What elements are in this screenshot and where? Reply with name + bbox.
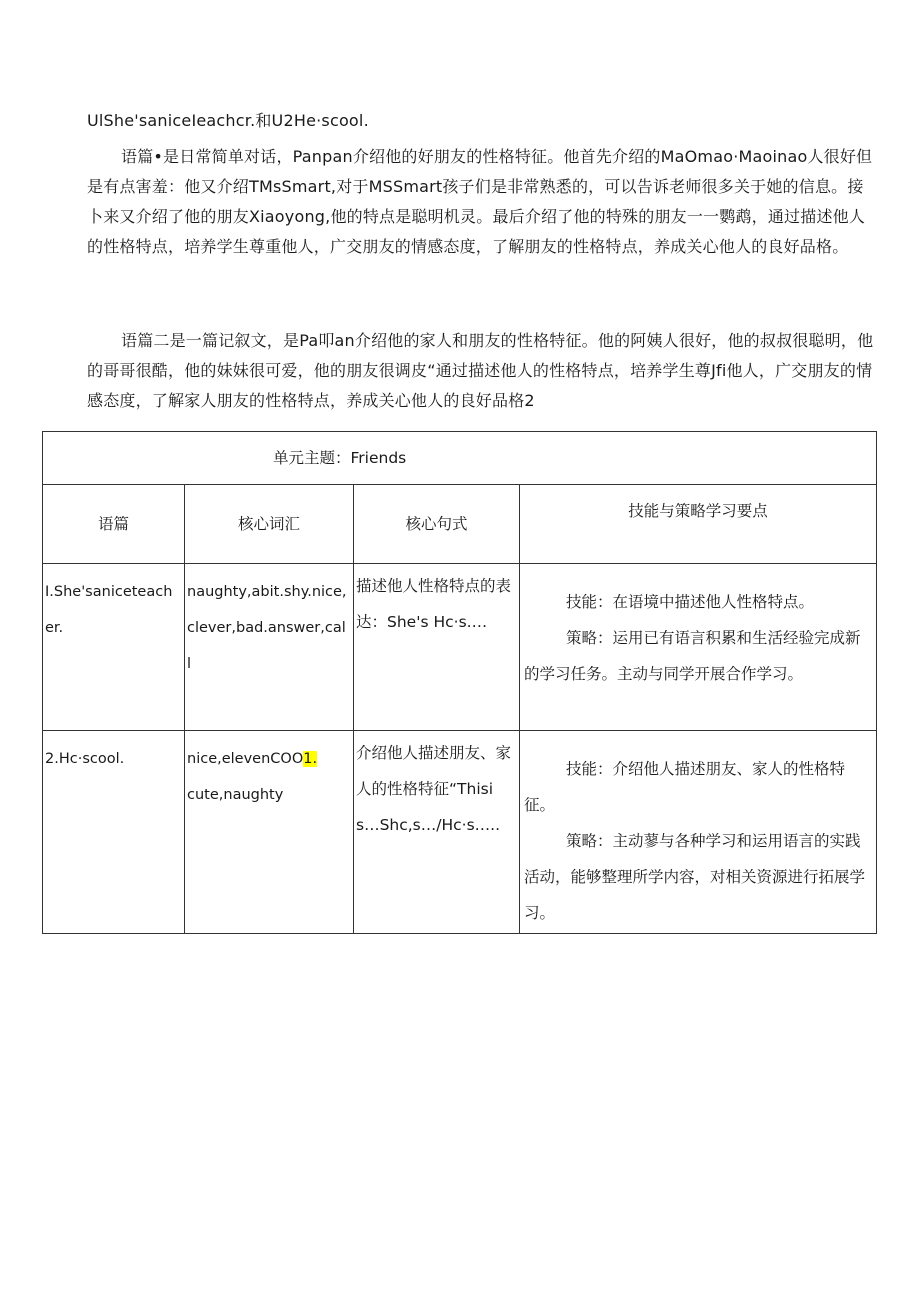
vocab-cell: naughty,abit.shy.nice,clever,bad.answer,call bbox=[185, 564, 354, 731]
theme-row bbox=[43, 432, 877, 485]
paragraph-2: 语篇二是一篇记叙文，是Pa叩an介绍他的家人和朋友的性格特征。他的阿姨人很好，他的叔叔很聪明，他的哥哥很酷，他的妹妹很可爱，他的朋友很调皮“通过描述他人的性格特点，培养学生尊Jfi他人，广交朋友的情感态度，了解家人朋友的性格特点，养成关心他人的良好品格2 bbox=[87, 331, 874, 410]
vocab-text-tail: cute,naughty bbox=[187, 787, 284, 803]
lesson-cell: 2.Hc·scool. bbox=[43, 731, 185, 934]
header-skills: 技能与策略学习要点 bbox=[520, 485, 877, 564]
lesson-cell: I.She'saniceteacher. bbox=[43, 564, 185, 731]
pattern-cell: 描述他人性格特点的表达：She's Hc·s.… bbox=[354, 564, 520, 731]
table-row bbox=[43, 731, 877, 934]
strategy-text: 策略：运用已有语言积累和生活经验完成新的学习任务。主动与同学开展合作学习。 bbox=[524, 629, 861, 683]
unit-theme-cell: 单元主题：Friends bbox=[43, 432, 877, 485]
header-row bbox=[43, 485, 877, 564]
skill-text: 技能：在语境中描述他人性格特点。 bbox=[566, 593, 815, 611]
vocab-text: nice,elevenCOO bbox=[187, 751, 304, 767]
strategy-text: 策略：主动蓼与各种学习和运用语言的实践活动，能够整理所学内容，对相关资源进行拓展学习。 bbox=[524, 832, 866, 922]
skill-text: 技能：介绍他人描述朋友、家人的性格特征。 bbox=[524, 760, 846, 814]
paragraph-1: 语篇•是日常简单对话，Panpan介绍他的好朋友的性格特征。他首先介绍的MaOmao·Maoinao人很好但是有点害羞：他又介绍TMsSmart,对于MSSmart孩子们是非常熟悉的，可以告诉老师很多关于她的信息。接卜来又介绍了他的朋友Xiaoyong,他的特点是聪明机灵。最后介绍了他的特殊的朋友一一鹦鹉，通过描述他人的性格特点，培养学生尊重他人，广交朋友的情感态度，了解朋友的性格特点，养成关心他人的良好品格。 bbox=[87, 147, 873, 256]
skills-cell bbox=[520, 731, 877, 934]
pattern-cell: 介绍他人描述朋友、家人的性格特征“Thisis…Shc,s…/Hc·s….. bbox=[354, 731, 520, 934]
vocab-highlight: 1. bbox=[303, 751, 318, 767]
header-lesson: 语篇 bbox=[43, 485, 185, 564]
intro-line: UlShe'saniceIeachcr.和U2He·scool. bbox=[87, 111, 369, 130]
skills-cell bbox=[520, 564, 877, 731]
header-vocab: 核心词汇 bbox=[185, 485, 354, 564]
header-pattern: 核心句式 bbox=[354, 485, 520, 564]
table-row bbox=[43, 564, 877, 731]
vocab-cell bbox=[185, 731, 354, 934]
unit-table bbox=[42, 431, 877, 934]
